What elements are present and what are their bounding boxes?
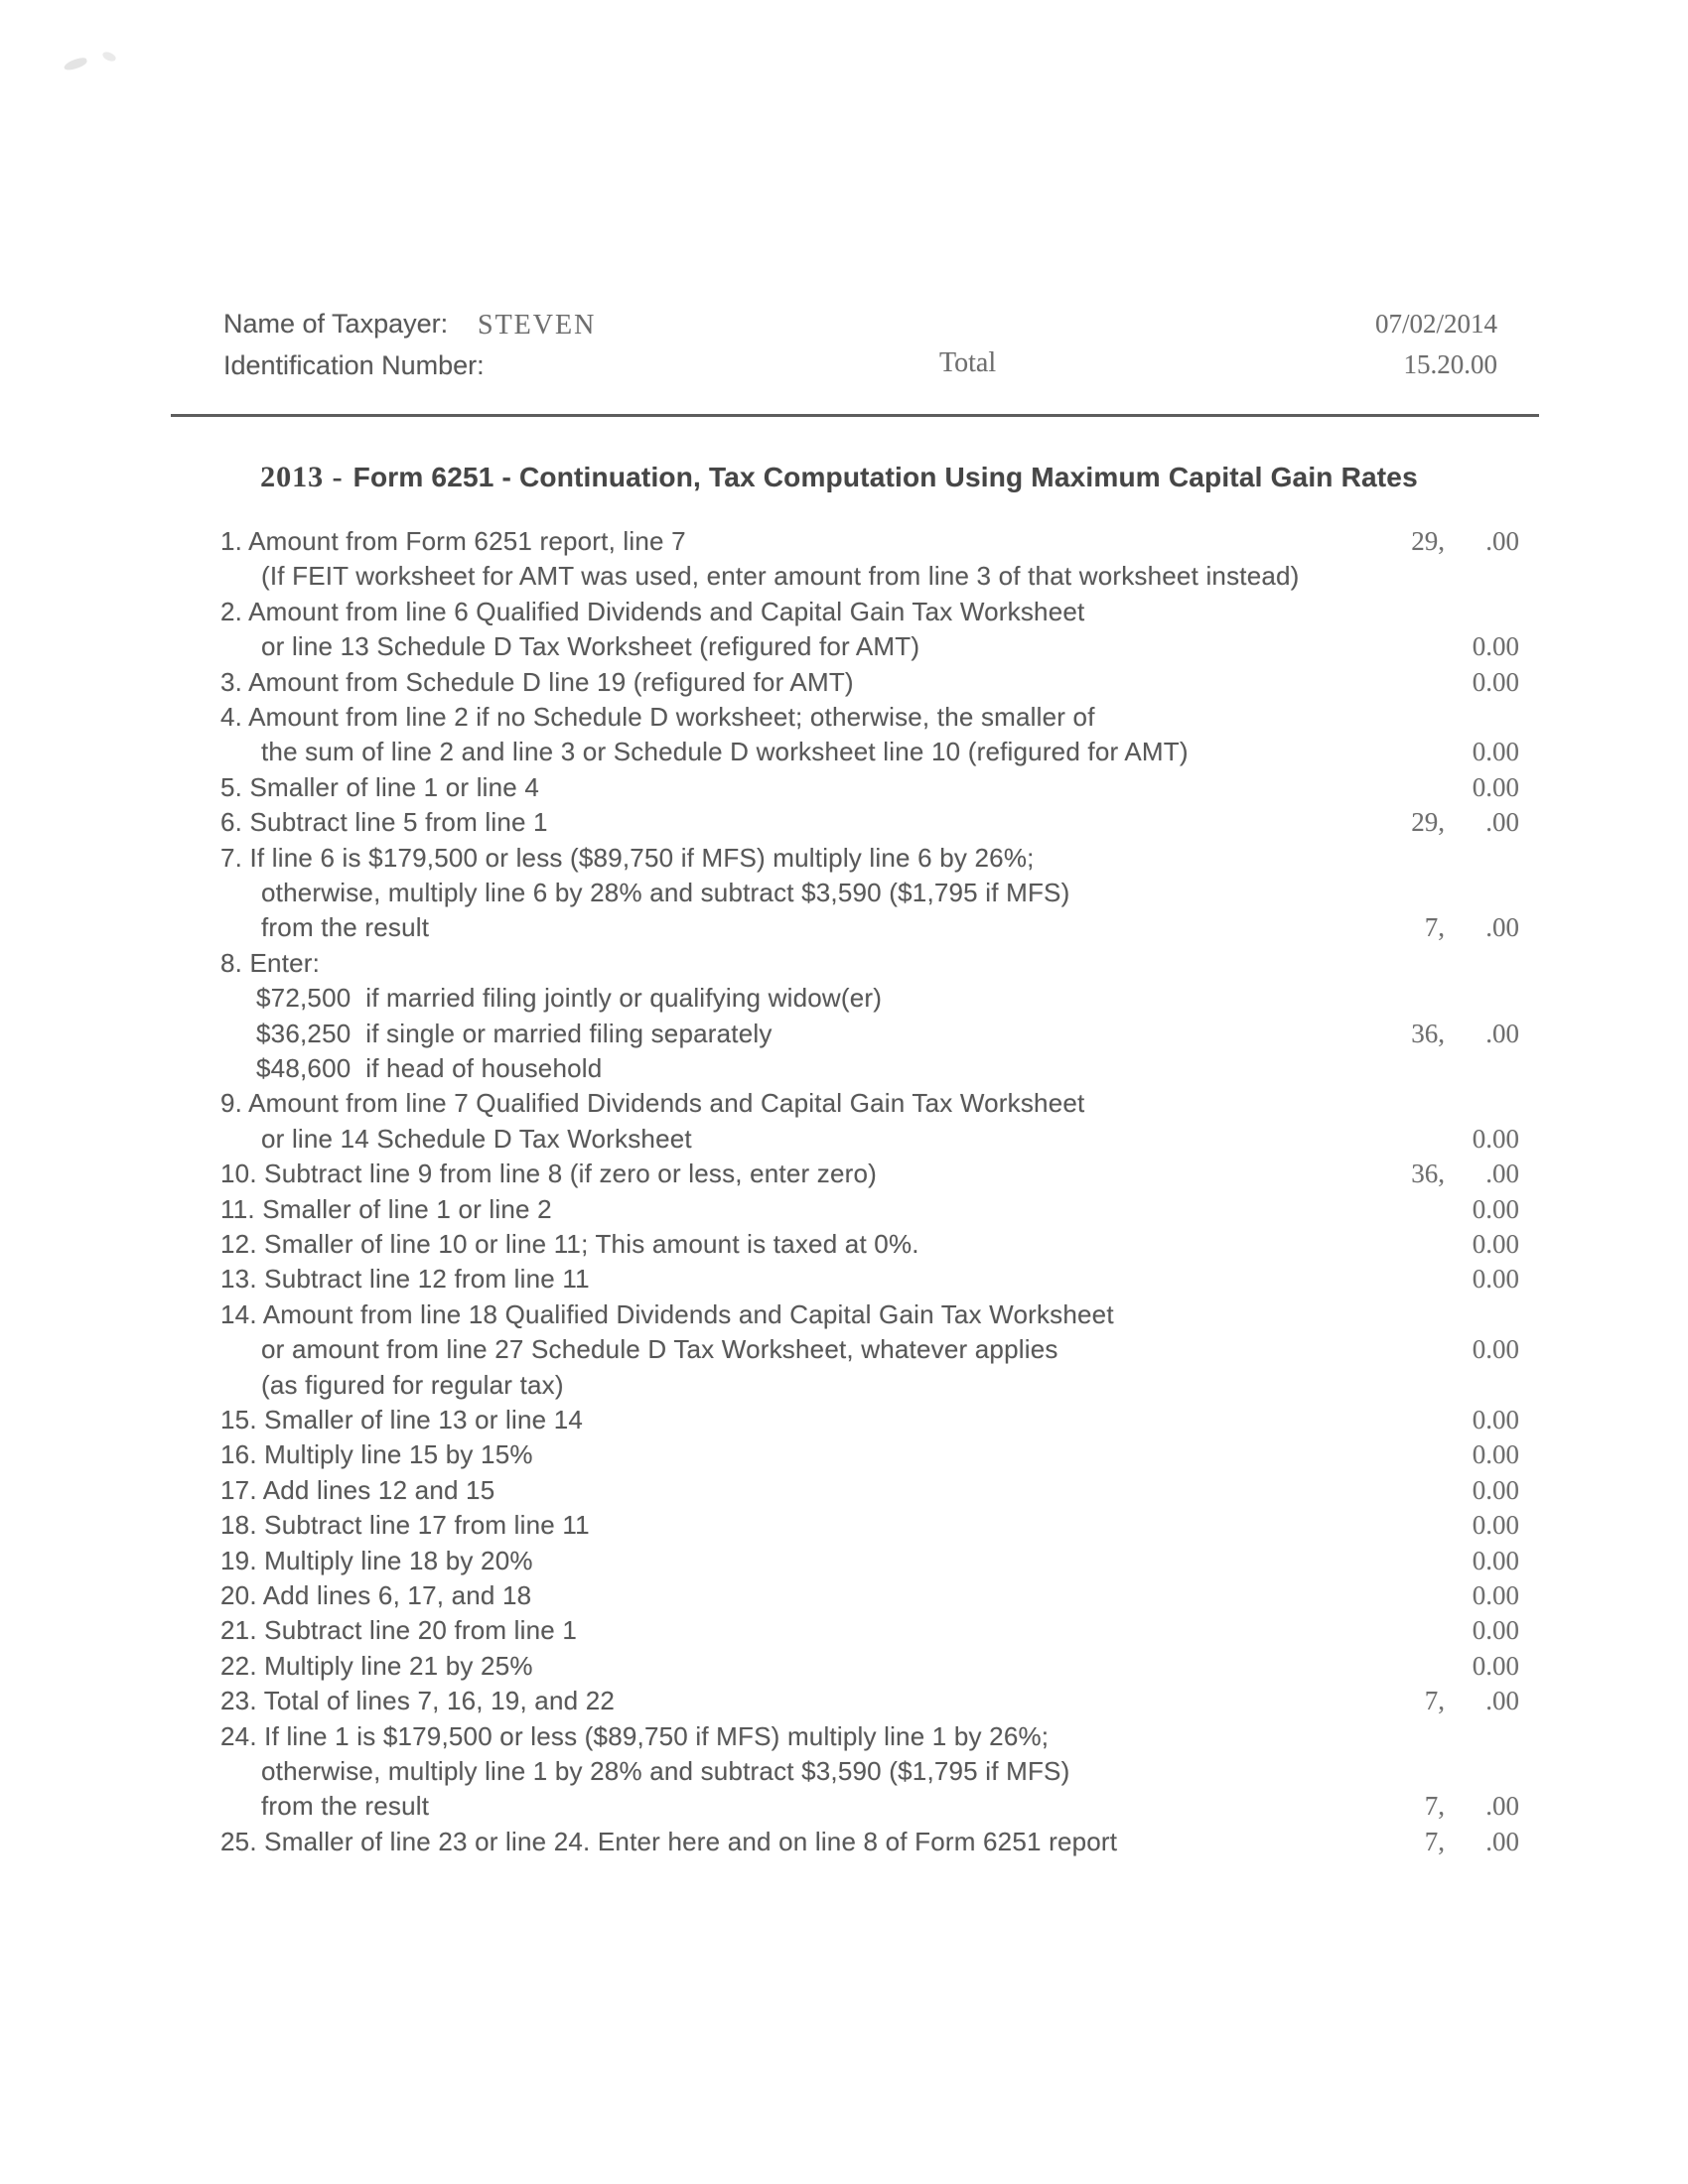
form-line [0, 945, 1688, 981]
form-line [0, 1261, 1688, 1297]
form-line [0, 1824, 1688, 1859]
line-amount-cents: 0.00 [1472, 771, 1519, 802]
form-line [0, 523, 1688, 559]
form-line [0, 1367, 1688, 1403]
form-line [0, 699, 1688, 735]
taxpayer-name-label: Name of Taxpayer: [223, 309, 449, 339]
line-text: 3. Amount from Schedule D line 19 (refigured for AMT) [220, 666, 854, 697]
form-line [0, 734, 1688, 769]
form-line [0, 1121, 1688, 1157]
form-line [0, 980, 1688, 1016]
line-text: 14. Amount from line 18 Qualified Dividends and Capital Gain Tax Worksheet [220, 1298, 1114, 1329]
line-text: otherwise, multiply line 6 by 28% and subtract $3,590 ($1,795 if MFS) [261, 878, 1070, 907]
line-text: 8. Enter: [220, 947, 321, 978]
line-text: $36,250 if single or married filing separately [256, 1018, 773, 1048]
line-text: $48,600 if head of household [256, 1053, 603, 1083]
line-amount-cents: 0.00 [1472, 666, 1519, 697]
form-line [0, 1191, 1688, 1227]
form-line [0, 558, 1688, 594]
line-amount-cents: 0.00 [1472, 737, 1519, 767]
form-line [0, 1331, 1688, 1367]
line-text: 6. Subtract line 5 from line 1 [220, 807, 548, 838]
line-amount-cents: 0.00 [1472, 1264, 1519, 1295]
line-amount-cents: .00 [1485, 1826, 1519, 1856]
line-amount-cents: 0.00 [1472, 1510, 1519, 1541]
line-amount-thousands: 7, [1424, 912, 1445, 943]
form-line [0, 804, 1688, 840]
form-line [0, 1050, 1688, 1086]
line-text: 19. Multiply line 18 by 20% [220, 1545, 533, 1575]
line-amount-thousands: 36, [1411, 1018, 1445, 1048]
form-line [0, 1472, 1688, 1508]
line-text: 10. Subtract line 9 from line 8 (if zero or less, enter zero) [220, 1159, 878, 1189]
line-amount-cents: .00 [1485, 526, 1519, 556]
line-text: 7. If line 6 is $179,500 or less ($89,750 if MFS) multiply line 6 by 26%; [220, 842, 1035, 873]
form-line [0, 1402, 1688, 1437]
form-line [0, 1718, 1688, 1754]
line-text: 21. Subtract line 20 from line 1 [220, 1615, 578, 1646]
line-amount-cents: 0.00 [1472, 1229, 1519, 1259]
line-amount-cents: 0.00 [1472, 1545, 1519, 1575]
line-text: (If FEIT worksheet for AMT was used, enter amount from line 3 of that worksheet instead) [261, 561, 1300, 592]
form-line [0, 840, 1688, 876]
form-line [0, 628, 1688, 664]
line-text: 1. Amount from Form 6251 report, line 7 [220, 526, 686, 556]
form-line [0, 1436, 1688, 1472]
form-line [0, 1016, 1688, 1051]
taxpayer-name-value: STEVEN [478, 310, 597, 341]
line-amount-thousands: 7, [1424, 1686, 1445, 1716]
line-text: 12. Smaller of line 10 or line 11; This amount is taxed at 0%. [220, 1229, 919, 1259]
form-line [0, 1612, 1688, 1648]
line-text: 13. Subtract line 12 from line 11 [220, 1264, 590, 1295]
form-line [0, 1085, 1688, 1121]
report-time: 15.20.00 [1403, 349, 1497, 379]
line-amount-thousands: 7, [1424, 1791, 1445, 1822]
form-line [0, 1507, 1688, 1543]
form-line [0, 1788, 1688, 1824]
form-line [0, 594, 1688, 629]
form-line [0, 875, 1688, 910]
line-amount-cents: .00 [1485, 1159, 1519, 1189]
line-amount-cents: 0.00 [1472, 1439, 1519, 1470]
line-amount-cents: 0.00 [1472, 1123, 1519, 1154]
line-text: 16. Multiply line 15 by 15% [220, 1439, 533, 1470]
form-line [0, 1753, 1688, 1789]
line-text: the sum of line 2 and line 3 or Schedule D worksheet line 10 (refigured for AMT) [261, 737, 1189, 767]
line-text: 9. Amount from line 7 Qualified Dividends and Capital Gain Tax Worksheet [220, 1088, 1085, 1119]
form-line [0, 1648, 1688, 1684]
form-line [0, 909, 1688, 945]
line-text: 18. Subtract line 17 from line 11 [220, 1510, 590, 1541]
line-amount-cents: 0.00 [1472, 1405, 1519, 1434]
line-text: 22. Multiply line 21 by 25% [220, 1650, 533, 1681]
line-text: or amount from line 27 Schedule D Tax Worksheet, whatever applies [261, 1334, 1058, 1365]
line-amount-cents: 0.00 [1472, 1193, 1519, 1224]
line-text: 15. Smaller of line 13 or line 14 [220, 1405, 584, 1434]
line-text: 25. Smaller of line 23 or line 24. Enter here and on line 8 of Form 6251 report [220, 1826, 1118, 1856]
line-amount-cents: .00 [1485, 1791, 1519, 1822]
form-line [0, 1543, 1688, 1578]
line-text: 11. Smaller of line 1 or line 2 [220, 1193, 552, 1224]
line-amount-cents: 0.00 [1472, 1580, 1519, 1610]
line-text: 4. Amount from line 2 if no Schedule D worksheet; otherwise, the smaller of [220, 702, 1095, 732]
line-amount-cents: 0.00 [1472, 1615, 1519, 1646]
line-amount-thousands: 29, [1411, 526, 1445, 556]
form-line [0, 1156, 1688, 1191]
line-text: from the result [261, 1791, 430, 1822]
identification-number-label: Identification Number: [223, 350, 485, 380]
line-text: 17. Add lines 12 and 15 [220, 1474, 495, 1505]
form-line [0, 1226, 1688, 1262]
line-amount-cents: .00 [1485, 1018, 1519, 1048]
line-text: (as figured for regular tax) [261, 1369, 564, 1400]
line-amount-cents: .00 [1485, 912, 1519, 943]
line-text: from the result [261, 912, 430, 943]
line-amount-cents: .00 [1485, 807, 1519, 838]
line-amount-cents: 0.00 [1472, 1334, 1519, 1365]
form-line [0, 1683, 1688, 1718]
total-column-label: Total [939, 347, 997, 378]
line-amount-cents: .00 [1485, 1686, 1519, 1716]
form-line [0, 1577, 1688, 1613]
report-date: 07/02/2014 [1374, 309, 1497, 339]
form-title-year: 2013 - [260, 461, 344, 493]
line-text: 20. Add lines 6, 17, and 18 [220, 1580, 532, 1610]
form-line [0, 1297, 1688, 1332]
line-text: or line 13 Schedule D Tax Worksheet (refigured for AMT) [261, 631, 920, 662]
line-amount-thousands: 7, [1424, 1826, 1445, 1856]
line-amount-thousands: 36, [1411, 1159, 1445, 1189]
line-amount-cents: 0.00 [1472, 1650, 1519, 1681]
form-line [0, 664, 1688, 700]
line-text: otherwise, multiply line 1 by 28% and subtract $3,590 ($1,795 if MFS) [261, 1756, 1070, 1786]
line-text: 2. Amount from line 6 Qualified Dividends and Capital Gain Tax Worksheet [220, 596, 1085, 626]
line-amount-thousands: 29, [1411, 807, 1445, 838]
form-line [0, 769, 1688, 805]
line-text: $72,500 if married filing jointly or qualifying widow(er) [256, 983, 883, 1014]
line-text: or line 14 Schedule D Tax Worksheet [261, 1123, 692, 1154]
line-text: 24. If line 1 is $179,500 or less ($89,750 if MFS) multiply line 1 by 26%; [220, 1720, 1050, 1751]
line-text: 5. Smaller of line 1 or line 4 [220, 771, 540, 802]
line-amount-cents: 0.00 [1472, 1474, 1519, 1505]
line-text: 23. Total of lines 7, 16, 19, and 22 [220, 1686, 616, 1716]
line-amount-cents: 0.00 [1472, 631, 1519, 662]
form-title-main: Form 6251 - Continuation, Tax Computation Using Maximum Capital Gain Rates [352, 462, 1418, 492]
